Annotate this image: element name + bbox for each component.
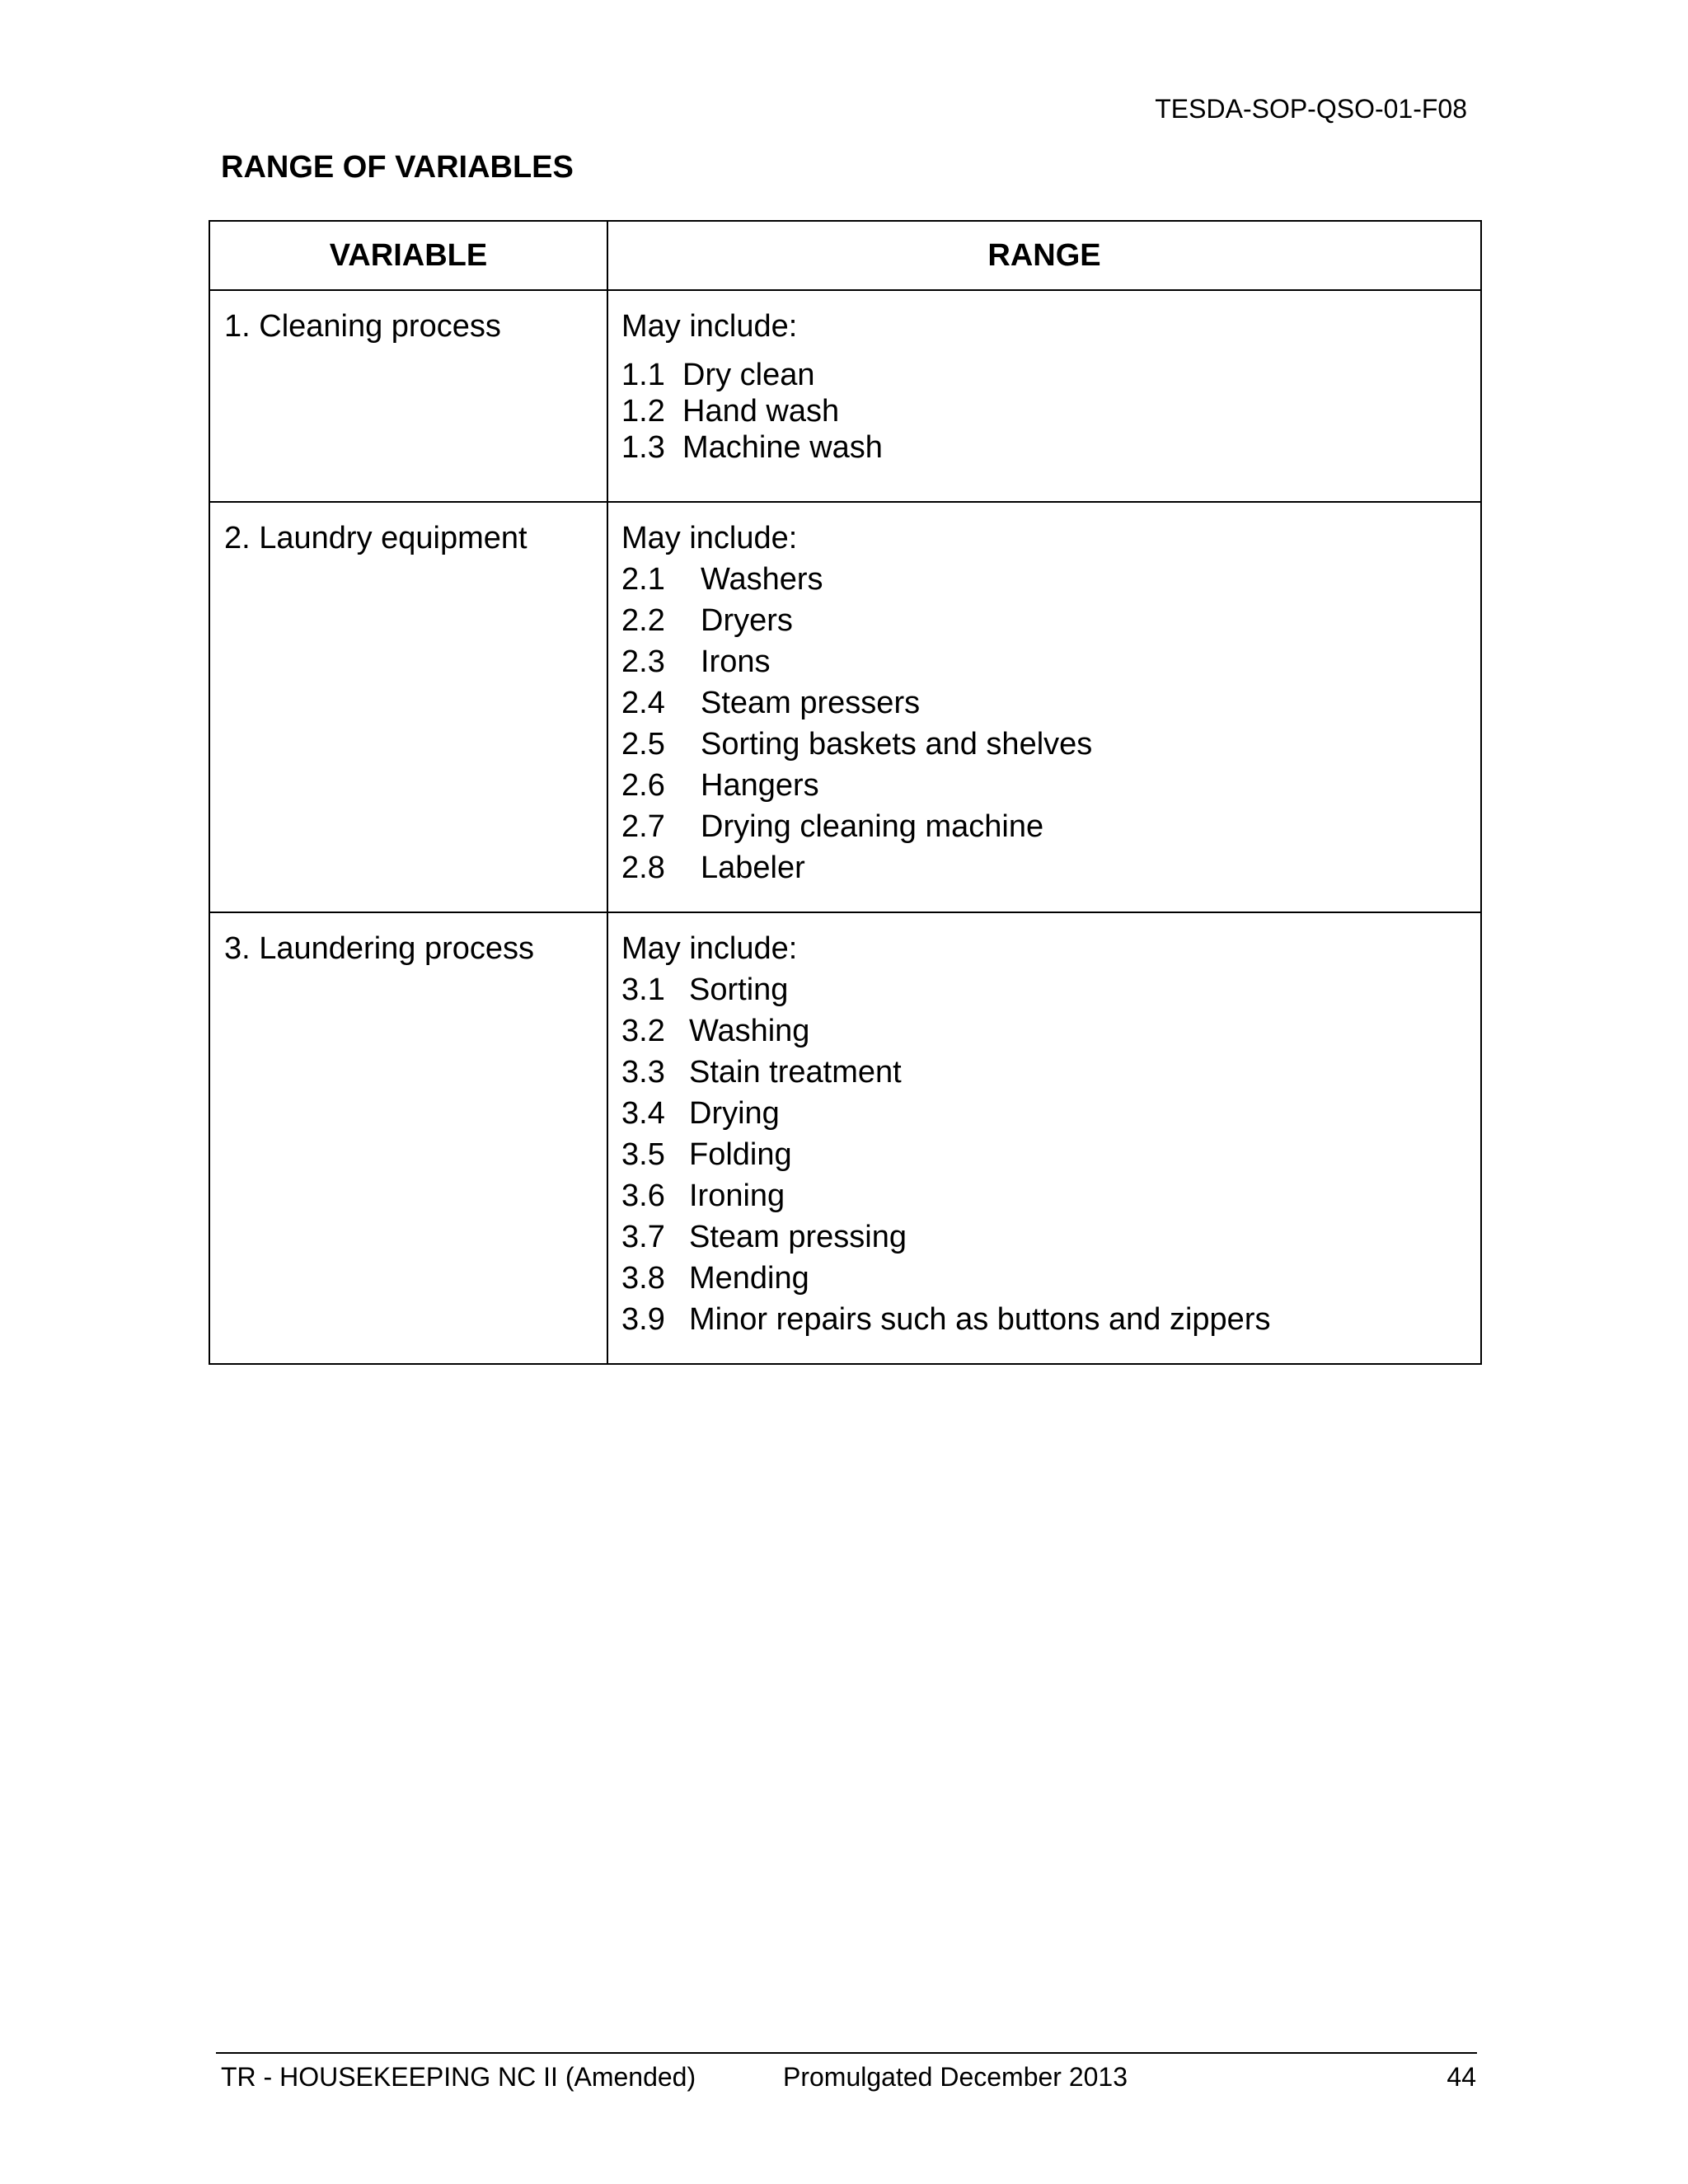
- item-text: Labeler: [701, 851, 805, 885]
- item-text: Washing: [689, 1014, 810, 1048]
- item-number: 3.1: [621, 972, 665, 1007]
- item-number: 1.2: [621, 394, 665, 429]
- footer-divider: [216, 2052, 1477, 2054]
- list-item: [621, 765, 1467, 806]
- item-number: 3.6: [621, 1179, 665, 1213]
- item-number: 2.7: [621, 809, 665, 844]
- range-intro: May include:: [621, 521, 798, 555]
- item-number: 2.4: [621, 686, 665, 720]
- list-item: [621, 682, 1467, 724]
- list-item: [621, 1299, 1467, 1340]
- item-text: Washers: [701, 562, 823, 597]
- item-text: Dryers: [701, 603, 793, 638]
- column-header-range: RANGE: [607, 221, 1481, 290]
- list-item: [621, 1010, 1467, 1052]
- item-text: Sorting baskets and shelves: [701, 727, 1093, 762]
- list-item: [621, 1052, 1467, 1093]
- item-text: Steam pressers: [701, 686, 921, 720]
- list-item: [621, 1175, 1467, 1216]
- item-number: 2.5: [621, 727, 665, 762]
- item-number: 2.1: [621, 562, 665, 597]
- list-item: [621, 806, 1467, 847]
- item-text: Minor repairs such as buttons and zippers: [689, 1302, 1271, 1337]
- item-text: Drying: [689, 1096, 780, 1131]
- variable-cell: 1. Cleaning process: [209, 290, 607, 502]
- item-number: 3.4: [621, 1096, 665, 1131]
- range-cell: [607, 502, 1481, 912]
- section-title: RANGE OF VARIABLES: [221, 150, 574, 185]
- item-number: 1.3: [621, 430, 665, 465]
- item-number: 3.3: [621, 1055, 665, 1090]
- item-text: Irons: [701, 644, 771, 679]
- range-cell: [607, 912, 1481, 1364]
- list-item: [621, 393, 1467, 429]
- range-cell: [607, 290, 1481, 502]
- list-item: [621, 1134, 1467, 1175]
- footer-document-title: TR - HOUSEKEEPING NC II (Amended): [221, 2062, 696, 2092]
- list-item: [621, 847, 1467, 888]
- range-of-variables-table: [209, 220, 1482, 1365]
- table-row: [209, 912, 1481, 1364]
- variable-cell: 2. Laundry equipment: [209, 502, 607, 912]
- item-text: Mending: [689, 1261, 809, 1296]
- list-item: [621, 969, 1467, 1010]
- item-text: Machine wash: [682, 430, 883, 465]
- list-item: [621, 641, 1467, 682]
- item-text: Ironing: [689, 1179, 785, 1213]
- item-text: Hangers: [701, 768, 819, 803]
- item-number: 2.3: [621, 644, 665, 679]
- item-text: Folding: [689, 1137, 792, 1172]
- item-number: 3.7: [621, 1220, 665, 1254]
- item-number: 3.2: [621, 1014, 665, 1048]
- item-number: 1.1: [621, 358, 665, 392]
- item-text: Steam pressing: [689, 1220, 907, 1254]
- item-number: 3.9: [621, 1302, 665, 1337]
- item-text: Dry clean: [682, 358, 815, 392]
- table-row: [209, 502, 1481, 912]
- page-number: 44: [1447, 2062, 1476, 2092]
- table-header-row: [209, 221, 1481, 290]
- item-text: Sorting: [689, 972, 789, 1007]
- item-text: Drying cleaning machine: [701, 809, 1044, 844]
- list-item: [621, 1093, 1467, 1134]
- item-number: 3.5: [621, 1137, 665, 1172]
- list-item: [621, 1258, 1467, 1299]
- list-item: [621, 429, 1467, 466]
- footer-promulgation-date: Promulgated December 2013: [783, 2062, 1128, 2092]
- column-header-variable: VARIABLE: [209, 221, 607, 290]
- table-row: [209, 290, 1481, 502]
- list-item: [621, 357, 1467, 393]
- item-text: Stain treatment: [689, 1055, 902, 1090]
- list-item: [621, 1216, 1467, 1258]
- item-number: 2.2: [621, 603, 665, 638]
- list-item: [621, 600, 1467, 641]
- item-text: Hand wash: [682, 394, 840, 429]
- item-number: 2.6: [621, 768, 665, 803]
- item-number: 2.8: [621, 851, 665, 885]
- document-code: TESDA-SOP-QSO-01-F08: [1155, 94, 1467, 124]
- range-intro: May include:: [621, 931, 798, 966]
- list-item: [621, 724, 1467, 765]
- variable-cell: 3. Laundering process: [209, 912, 607, 1364]
- item-number: 3.8: [621, 1261, 665, 1296]
- list-item: [621, 559, 1467, 600]
- range-intro: May include:: [621, 309, 798, 344]
